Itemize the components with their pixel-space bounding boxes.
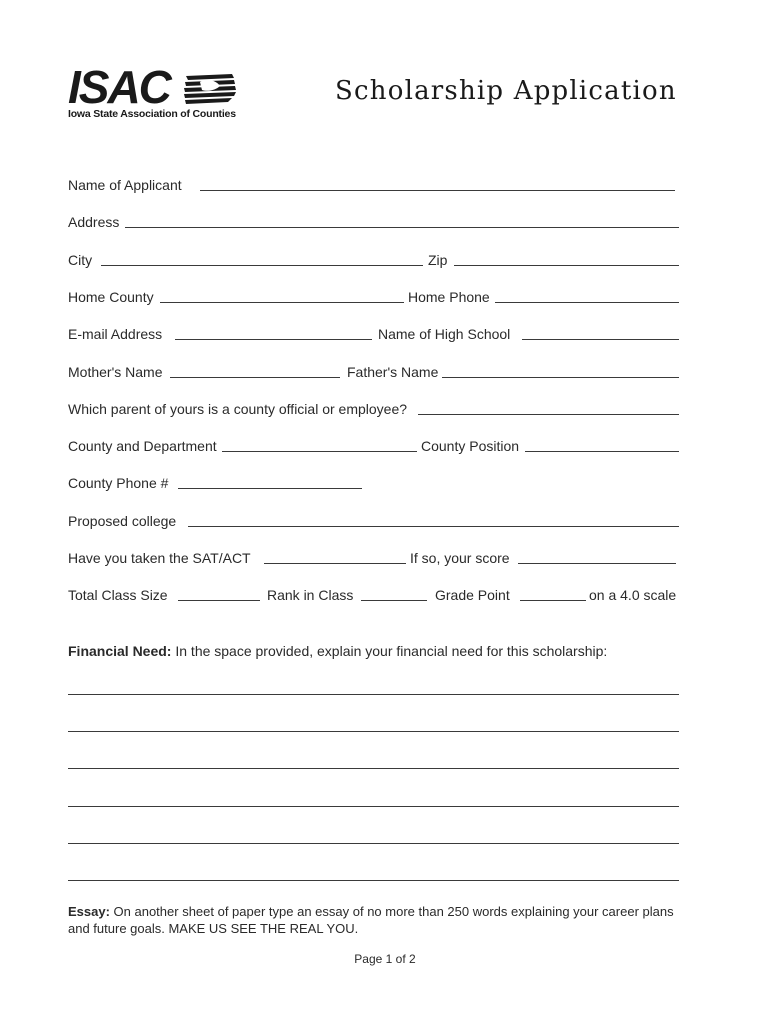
home-phone-field[interactable] [495,302,679,303]
mothers-name-field[interactable] [170,377,340,378]
essay-text: On another sheet of paper type an essay of no more than 250 words explaining your career plans and future goals. MAKE US SEE THE REAL YOU. [68,904,674,936]
page-title: Scholarship Application [335,76,677,106]
financial-need-line[interactable] [68,806,679,807]
high-school-label: Name of High School [378,326,511,342]
score-label: If so, your score [410,550,510,566]
county-department-label: County and Department [68,438,217,454]
high-school-field[interactable] [522,339,679,340]
financial-need-heading: Financial Need: [68,643,172,659]
which-parent-field[interactable] [418,414,679,415]
zip-field[interactable] [454,265,679,266]
financial-need-line[interactable] [68,843,679,844]
sat-act-label: Have you taken the SAT/ACT [68,550,251,566]
rank-in-class-field[interactable] [361,600,427,601]
county-phone-field[interactable] [178,488,362,489]
financial-need-text: In the space provided, explain your financial need for this scholarship: [171,643,608,659]
scale-label: on a 4.0 scale [589,587,677,603]
address-field[interactable] [125,227,679,228]
financial-need-line[interactable] [68,731,679,732]
proposed-college-label: Proposed college [68,513,177,529]
financial-need-line[interactable] [68,880,679,881]
email-address-label: E-mail Address [68,326,163,342]
logo-wordmark: ISAC [68,61,170,113]
score-field[interactable] [518,563,676,564]
rank-in-class-label: Rank in Class [267,587,354,603]
city-label: City [68,252,93,268]
which-parent-label: Which parent of yours is a county official or employee? [68,401,408,417]
financial-need-prompt [68,643,607,659]
essay-heading: Essay: [68,904,110,919]
sat-act-field[interactable] [264,563,406,564]
home-county-label: Home County [68,289,154,305]
email-address-field[interactable] [175,339,372,340]
county-position-field[interactable] [525,451,679,452]
county-phone-label: County Phone # [68,475,169,491]
home-county-field[interactable] [160,302,404,303]
financial-need-line[interactable] [68,694,679,695]
fathers-name-label: Father's Name [347,364,439,380]
name-of-applicant-field[interactable] [200,190,675,191]
grade-point-label: Grade Point [435,587,510,603]
page-number: Page 1 of 2 [354,952,416,966]
proposed-college-field[interactable] [188,526,679,527]
isac-logo [66,61,256,124]
financial-need-line[interactable] [68,768,679,769]
zip-label: Zip [428,252,448,268]
county-department-field[interactable] [222,451,417,452]
address-label: Address [68,214,120,230]
name-of-applicant-label: Name of Applicant [68,177,182,193]
total-class-size-field[interactable] [178,600,260,601]
county-position-label: County Position [421,438,520,454]
essay-instructions [68,903,698,937]
logo-subtitle: Iowa State Association of Counties [68,108,236,120]
total-class-size-label: Total Class Size [68,587,168,603]
city-field[interactable] [101,265,423,266]
mothers-name-label: Mother's Name [68,364,163,380]
grade-point-field[interactable] [520,600,586,601]
home-phone-label: Home Phone [408,289,490,305]
iowa-map-icon [182,68,238,108]
fathers-name-field[interactable] [442,377,679,378]
